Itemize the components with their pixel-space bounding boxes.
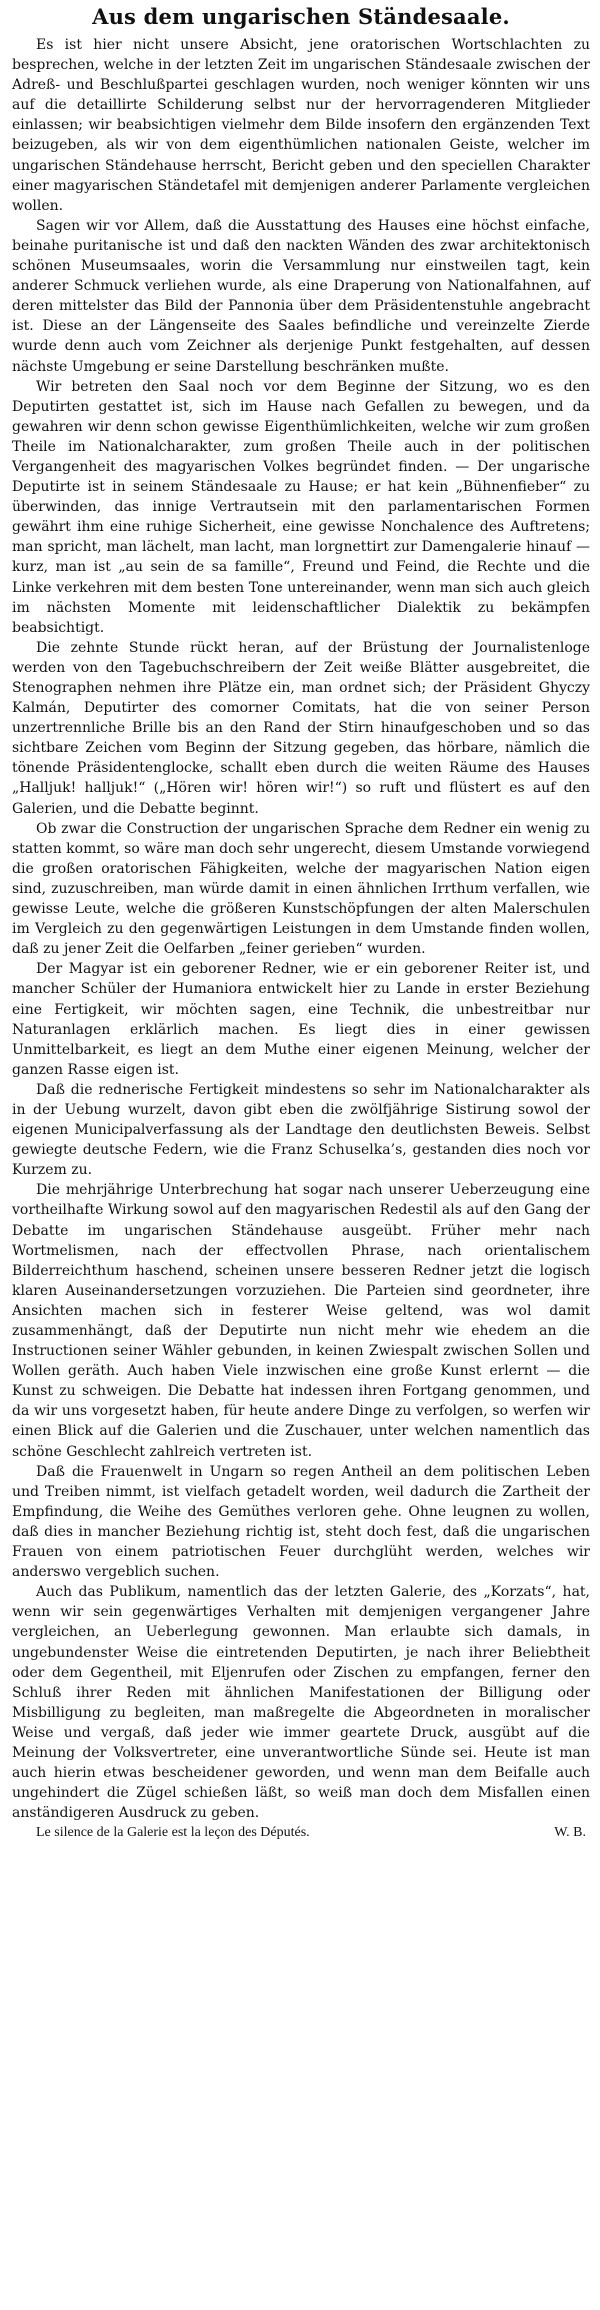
closing-quote: Le silence de la Galerie est la leçon des Députés. <box>36 1825 310 1841</box>
closing-line <box>12 1823 590 1843</box>
paragraph-5: Ob zwar die Construction der ungarischen Sprache dem Redner ein wenig zu statten kommt, so wäre man doch sehr ungerecht, diesem Umstande vorwiegend die großen oratorischen Fähigkeiten, welche der magyarischen Nation eigen sind, zuzuschreiben, man würde damit in einen ähnlichen Irrthum verfallen, wie gewisse Leute, welche die größeren Kunstschöpfungen der alten Malerschulen im Vergleich zu den gegenwärtigen Leistungen in dem Umstande finden wollen, daß zu jener Zeit die Oelfarben „feiner gerieben“ wurden. <box>12 820 590 958</box>
paragraph-7: Daß die rednerische Fertigkeit mindestens so sehr im Nationalcharakter als in der Uebung wurzelt, davon gibt eben die zwölfjährige Sistirung sowol der eigenen Municipalverfassung als der Landtage den deutlichsten Beweis. Selbst gewiegte deutsche Federn, wie die Franz Schuselka’s, gestanden dies noch vor Kurzem zu. <box>12 1081 590 1179</box>
paragraph-8: Die mehrjährige Unterbrechung hat sogar nach unserer Ueberzeugung eine vortheilhafte Wirkung sowol auf den magyarischen Redestil als auf den Gang der Debatte im ungarischen Ständehause ausgeübt. Früher mehr nach Wortmelismen, nach der effectvollen Phrase, nach orientalischem Bilderreichthum haschend, scheinen unsere besseren Redner jetzt die logisch klaren Auseinandersetzungen vorzuziehen. Die Parteien sind geordneter, ihre Ansichten machen sich in festerer Weise geltend, was wol damit zusammenhängt, daß der Deputirte nun nicht mehr wie ehedem an die Instructionen seiner Wähler gebunden, in keinen Zwiespalt zwischen Sollen und Wollen geräth. Auch haben Viele inzwischen eine große Kunst erlernt — die Kunst zu schweigen. Die Debatte hat indessen ihren Fortgang genommen, und da wir uns vorgesetzt haben, für heute andere Dinge zu verfolgen, so werfen wir einen Blick auf die Galerien und die Zuschauer, unter welchen namentlich das schöne Geschlecht zahlreich vertreten ist. <box>12 1182 590 1460</box>
author-signature: W. B. <box>554 1825 586 1841</box>
paragraph-6: Der Magyar ist ein geborener Redner, wie er ein geborener Reiter ist, und mancher Schüler der Humaniora entwickelt hier zu Lande in erster Beziehung eine Fertigkeit, wir möchten sagen, eine Technik, die unbestreitbar nur Naturanlagen erklärlich machen. Es liegt dies in einer gewissen Unmittelbarkeit, es liegt an dem Muthe einer eigenen Meinung, welcher der ganzen Rasse eigen ist. <box>12 961 590 1078</box>
article-title: Aus dem ungarischen Ständesaale. <box>92 4 510 29</box>
paragraph-10: Auch das Publikum, namentlich das der letzten Galerie, des „Korzats“, hat, wenn wir sein gegenwärtiges Verhalten mit demjenigen vergangener Jahre vergleichen, an Ueberlegung gewonnen. Man erlaubte sich damals, in ungebundenster Weise die eintretenden Deputirten, je nach ihrer Beliebtheit oder dem Gegentheil, mit Eljenrufen oder Zischen zu empfangen, ferner den Schluß ihrer Reden mit ähnlichen Manifestationen der Billigung oder Misbilligung zu begleiten, man maßregelte die Abgeordneten in moralischer Weise und vergaß, daß jeder wie immer geartete Druck, ausgübt auf die Meinung der Volksvertreter, eine unverantwortliche Sünde sei. Heute ist man auch hierin etwas bescheidener geworden, und wenn man dem Beifalle auch ungehindert die Zügel schießen läßt, so weiß man doch dem Misfallen einen anständigeren Ausdruck zu geben. <box>12 1584 590 1822</box>
paragraph-9: Daß die Frauenwelt in Ungarn so regen Antheil an dem politischen Leben und Treiben nimmt, ist vielfach getadelt worden, weil dadurch die Zartheit der Empfindung, die Weihe des Gemüthes verloren gehe. Ohne leugnen zu wollen, daß dies in mancher Beziehung richtig ist, steht doch fest, daß die ungarischen Frauen von einem patriotischen Feuer durchglüht werden, welches wir anderswo vergeblich suchen. <box>12 1463 590 1581</box>
article-body <box>12 35 590 1843</box>
paragraph-3: Wir betreten den Saal noch vor dem Beginne der Sitzung, wo es den Deputirten gestattet ist, sich im Hause nach Gefallen zu bewegen, und da gewahren wir denn schon gewisse Eigenthümlichkeiten, welche wir zum großen Theile im Nationalcharakter, zum großen Theile auch in der politischen Vergangenheit des magyarischen Volkes begründet finden. — Der ungarische Deputirte ist in seinem Ständesaale zu Hause; er hat kein „Bühnenfieber“ zu überwinden, das innige Vertrautsein mit den parlamentarischen Formen gewährt ihm eine ruhige Sicherheit, eine gewisse Nonchalence des Auftretens; man spricht, man lächelt, man lacht, man lorgnettirt zur Damengalerie hinauf — kurz, man ist „au sein de sa famille“, Freund und Feind, die Rechte und die Linke verkehren mit dem besten Tone untereinander, wenn man sich auch gleich im nächsten Momente mit leidenschaftlicher Dialektik zu bekämpfen beabsichtigt. <box>12 378 590 636</box>
paragraph-4: Die zehnte Stunde rückt heran, auf der Brüstung der Journalistenloge werden von den Tagebuchschreibern der Zeit weiße Blätter ausgebreitet, die Stenographen nehmen ihre Plätze ein, man ordnet sich; der Präsident Ghyczy Kalmán, Deputirter des comorner Comitats, hat die von seiner Person unzertrennliche Brille bis an den Rand der Stirn hinaufgeschoben und so das sichtbare Zeichen vom Beginn der Sitzung gegeben, das hörbare, nämlich die tönende Präsidentenglocke, schallt eben durch die weiten Räume des Hauses „Halljuk! halljuk!“ („Hören wir! hören wir!“) so ruft und flüstert es auf den Galerien, und die Debatte beginnt. <box>12 639 590 817</box>
paragraph-1: Es ist hier nicht unsere Absicht, jene oratorischen Wortschlachten zu besprechen, welche in der letzten Zeit im ungarischen Ständesaale zwischen der Adreß- und Beschlußpartei geschlagen wurden, noch weniger könnten wir uns auf die detaillirte Schilderung selbst nur der hervorragenderen Mitglieder einlassen; wir beabsichtigen vielmehr dem Bilde insofern den ergänzenden Text beizugeben, als wir von dem eigenthümlichen nationalen Geiste, welcher im ungarischen Ständehause herrscht, Bericht geben und den speciellen Charakter einer magyarischen Ständetafel mit demjenigen anderer Parlamente vergleichen wollen. <box>12 37 590 214</box>
paragraph-2: Sagen wir vor Allem, daß die Ausstattung des Hauses eine höchst einfache, beinahe puritanische ist und daß den nackten Wänden des zwar architektonisch schönen Museumsaales, worin die Versammlung nur einstweilen tagt, kein anderer Schmuck verliehen wurde, als eine Draperung von Nationalfahnen, auf deren mittelster das Bild der Pannonia über dem Präsidentenstuhle angebracht ist. Diese an der Längenseite des Saales befindliche und vereinzelte Zierde wurde denn auch vom Zeichner als derjenige Punkt festgehalten, auf dessen nächste Umgebung er seine Darstellung beschränken mußte. <box>12 217 590 375</box>
